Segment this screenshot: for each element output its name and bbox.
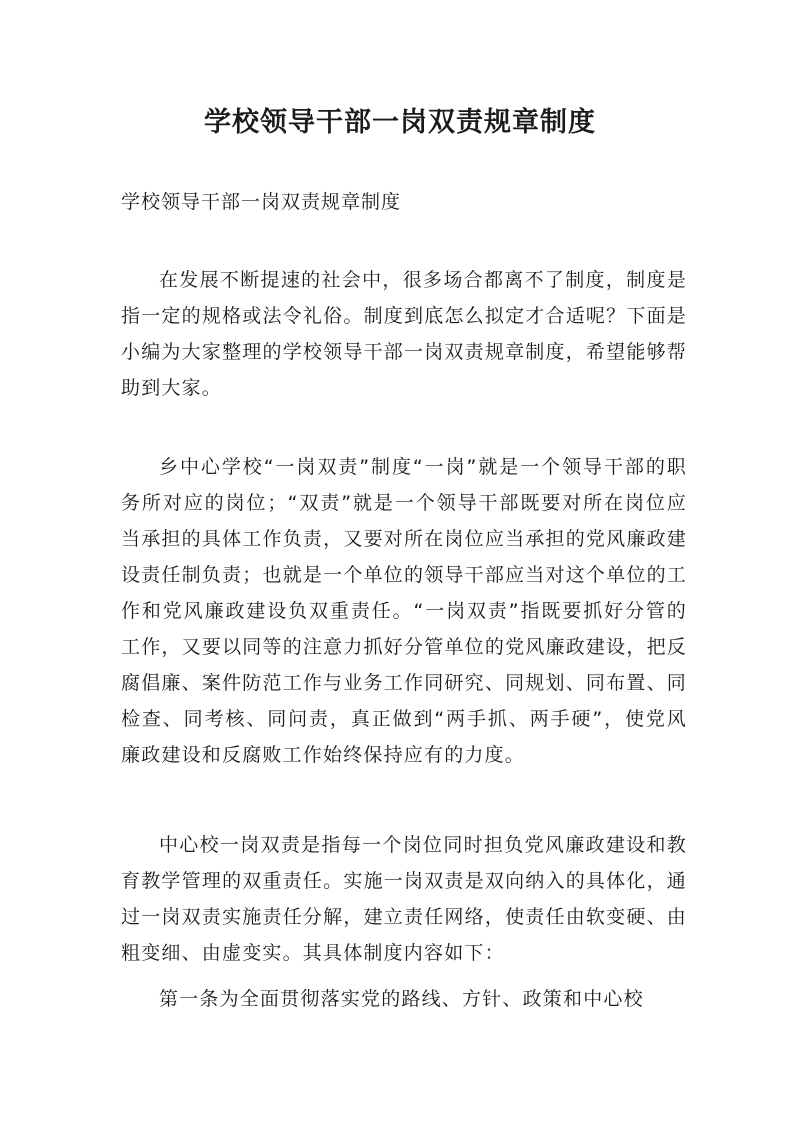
document-subtitle: 学校领导干部一岗双责规章制度	[121, 191, 402, 213]
paragraph-intro: 在发展不断提速的社会中，很多场合都离不了制度，制度是指一定的规格或法令礼俗。制度到底怎么拟定才合适呢？下面是小编为大家整理的学校领导干部一岗双责规章制度，希望能够帮助到大家。	[121, 269, 687, 399]
paragraph-article-one: 第一条为全面贯彻落实党的路线、方针、政策和中心校	[159, 988, 644, 1010]
paragraph-implementation: 中心校一岗双责是指每一个岗位同时担负党风廉政建设和教育教学管理的双重责任。实施一岗双责是双向纳入的具体化，通过一岗双责实施责任分解，建立责任网络，使责任由软变硬、由粗变细、由虚变实。其具体制度内容如下：	[121, 834, 687, 964]
paragraph-definition: 乡中心学校“一岗双责”制度“一岗”就是一个领导干部的职务所对应的岗位；“双责”就是一个领导干部既要对所在岗位应当承担的具体工作负责，又要对所在岗位应当承担的党风廉政建设责任制负责；也就是一个单位的领导干部应当对这个单位的工作和党风廉政建设负双重责任。“一岗双责”指既要抓好分管的工作，又要以同等的注意力抓好分管单位的党风廉政建设，把反腐倡廉、案件防范工作与业务工作同研究、同规划、同布置、同检查、同考核、同问责，真正做到“两手抓、两手硬”，使党风廉政建设和反腐败工作始终保持应有的力度。	[121, 456, 687, 766]
document-title: 学校领导干部一岗双责规章制度	[204, 107, 596, 138]
